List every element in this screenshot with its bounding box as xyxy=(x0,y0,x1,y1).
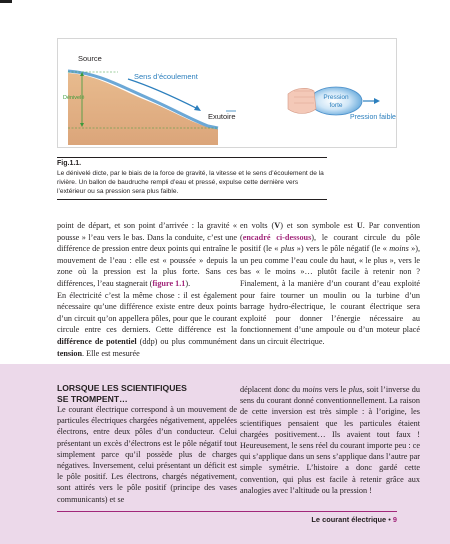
text-run: En électricité c’est la même chose : il est également nécessaire qu’une différence existe entre deux points d’un circuit qu’on appellera pôles, pour que le courant circule entre ces derniers. Cette différence est la xyxy=(57,290,237,335)
label-source: Source xyxy=(78,54,102,63)
figure-caption-title: Fig.1.1. xyxy=(57,160,82,167)
text-run: (ddp) ou plus communément xyxy=(136,336,238,346)
label-drop: Dénivelé xyxy=(63,95,85,101)
footer-separator: • xyxy=(386,515,393,524)
text-run: moins xyxy=(302,385,323,394)
box-title-line-2: SE TROMPENT… xyxy=(57,393,128,404)
text-run: moins xyxy=(389,244,409,254)
text-run: en volts ( xyxy=(240,221,275,230)
text-run: ») vers le pôle négatif (le « xyxy=(294,244,390,254)
water-balloon xyxy=(310,87,362,115)
text-run: . Par convention ( xyxy=(240,221,420,242)
label-low-pressure: Pression faible xyxy=(350,114,396,121)
term-potential-difference: différence de potentiel xyxy=(57,336,137,346)
text-run: ). xyxy=(185,278,191,288)
box-column-right xyxy=(240,384,420,496)
footer-rule xyxy=(57,511,397,512)
box-column-left: Le courant électrique correspond à un mouvement de particules électriques chargées négativement, appelées électrons, entre deux pôles d’un conducteur. Celui présentant un excès d’électrons est le pôle négatif tout simplement parce qu’il possède plus de charges négatives. Inversement, celui présentant un déficit est le pôle positif. Les électrons, chargés négativement, sont attirés vers le pôle positif (principe des vases communicants) et se xyxy=(57,405,237,504)
label-outlet: Exutoire xyxy=(208,112,236,121)
text-run: plus xyxy=(348,385,363,394)
text-run: point de départ, et son point d’arrivée : la gravité « pousse » l’eau vers le bas. Dans la conduite, c’est une différence de pression entre deux points qui entraîne le mouvement de l’eau : elle est « poussée » depuis la zone où la pression est la plus forte. Sans ces différences, l’eau stagnerait ( xyxy=(57,221,237,288)
term-voltage: tension xyxy=(57,348,83,358)
text-run: , soit l’inverse du sens du courant donné conventionnellement. La raison de cette inversion est très simple : à l’origine, les scientifiques pensaient que les particules étaient chargées positivement… Ils avaient tout faux ! Heureusement, le sens réel du courant importe peu : ce qui s’applique dans un sens s’applique dans l’autre par simple symétrie. L’histoire a donc gardé cette convention, qui plus est facile à retenir grâce aux analogies avec l’altitude ou la pression ! xyxy=(240,385,420,495)
symbol-u: U xyxy=(356,221,363,230)
figure-caption-text: Le dénivelé dicte, par le biais de la force de gravité, la vitesse et le sens d’écoulement de la rivière. Un ballon de baudruche rempli d’eau et pressé, expulse cette dernière vers l’extérieur ou sa pression sera plus faible. xyxy=(57,170,324,195)
caption-rule xyxy=(57,157,327,158)
corner-mark xyxy=(0,0,12,3)
body-column-right xyxy=(240,220,420,348)
label-high-pressure-1: Pression xyxy=(323,94,349,101)
text-run: . Elle est mesurée xyxy=(82,348,140,358)
box-title xyxy=(57,383,237,404)
page-number: 9 xyxy=(392,515,397,524)
text-run: plus xyxy=(280,244,295,254)
figure-reference-link[interactable]: figure 1.1 xyxy=(152,278,186,288)
hand xyxy=(288,88,316,113)
figure-illustration xyxy=(58,39,396,147)
box-reference-link[interactable]: encadré ci-dessous xyxy=(242,232,312,242)
box-title-line-1: LORSQUE LES SCIENTIFIQUES xyxy=(57,383,187,393)
text-run: ) et son symbole est xyxy=(280,221,357,230)
text-run: déplacent donc du xyxy=(240,385,303,394)
text-run: ), le courant circule du pôle positif (le « xyxy=(240,232,421,254)
label-high-pressure-2: forte xyxy=(329,102,343,109)
unit-volt: V xyxy=(274,221,281,230)
caption-rule-bottom xyxy=(57,199,327,200)
footer-title: Le courant électrique xyxy=(311,515,387,524)
body-column-left xyxy=(57,220,237,359)
text-run: »), un peu comme l’eau coule du haut, « le plus », vers le bas « le moins »… plutôt facile à retenir non ? Finalement, à la manière d’un courant d’eau exploité pour faire tourner un moulin ou la turbine d’un barrage hydro-électrique, le courant électrique sera exploité pour donner l’énergie nécessaire au fonctionnement d’une ampoule ou d’un moteur placé dans un circuit électrique. xyxy=(240,244,420,346)
text-run: vers le xyxy=(322,385,349,394)
page-footer xyxy=(240,515,397,525)
figure-1-1 xyxy=(57,38,397,148)
label-flow: Sens d’écoulement xyxy=(134,72,198,81)
